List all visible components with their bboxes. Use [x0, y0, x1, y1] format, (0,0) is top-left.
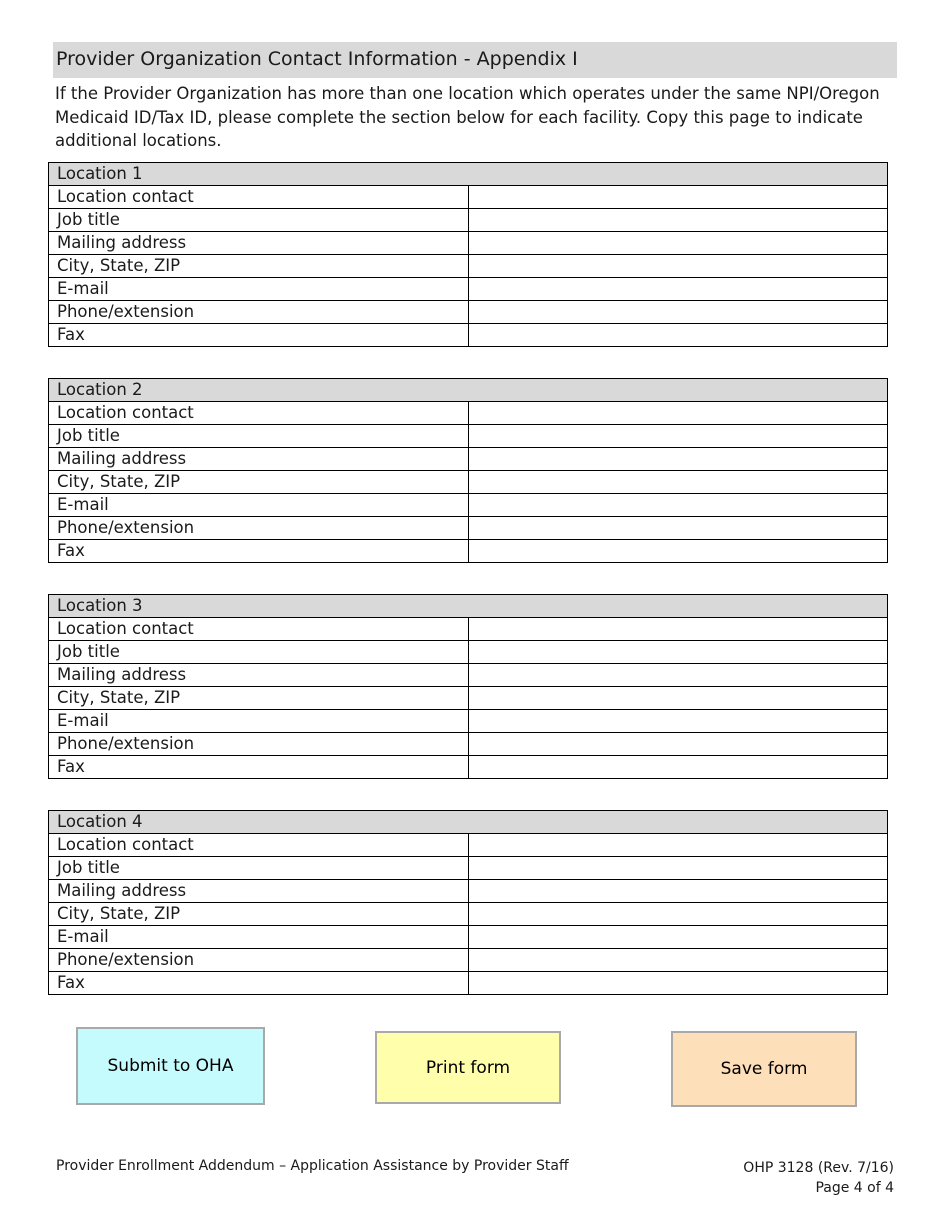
submit-to-oha-button[interactable]: Submit to OHA [76, 1027, 265, 1105]
mailing-address-field[interactable] [468, 664, 888, 687]
phone-field[interactable] [468, 949, 888, 972]
field-label-location-contact: Location contact [49, 834, 469, 857]
field-label-email: E-mail [49, 926, 469, 949]
field-label-job-title: Job title [49, 425, 469, 448]
email-field[interactable] [468, 278, 888, 301]
field-label-email: E-mail [49, 278, 469, 301]
location-table-1 [48, 162, 888, 347]
email-field[interactable] [468, 926, 888, 949]
field-label-mailing-address: Mailing address [49, 448, 469, 471]
field-label-location-contact: Location contact [49, 402, 469, 425]
mailing-address-field[interactable] [468, 880, 888, 903]
email-field[interactable] [468, 494, 888, 517]
location-table-2 [48, 378, 888, 563]
job-title-field[interactable] [468, 209, 888, 232]
field-label-phone: Phone/extension [49, 517, 469, 540]
field-label-location-contact: Location contact [49, 618, 469, 641]
field-label-city-state-zip: City, State, ZIP [49, 687, 469, 710]
phone-field[interactable] [468, 517, 888, 540]
job-title-field[interactable] [468, 425, 888, 448]
location-table-3 [48, 594, 888, 779]
field-label-fax: Fax [49, 540, 469, 563]
page-title: Provider Organization Contact Information - Appendix I [53, 42, 897, 78]
city-state-zip-field[interactable] [468, 903, 888, 926]
location-contact-field[interactable] [468, 834, 888, 857]
fax-field[interactable] [468, 540, 888, 563]
email-field[interactable] [468, 710, 888, 733]
fax-field[interactable] [468, 756, 888, 779]
field-label-phone: Phone/extension [49, 301, 469, 324]
field-label-email: E-mail [49, 494, 469, 517]
job-title-field[interactable] [468, 857, 888, 880]
location-heading: Location 3 [49, 595, 888, 618]
page-number: Page 4 of 4 [815, 1180, 894, 1196]
location-heading: Location 1 [49, 163, 888, 186]
field-label-city-state-zip: City, State, ZIP [49, 471, 469, 494]
location-heading: Location 2 [49, 379, 888, 402]
field-label-location-contact: Location contact [49, 186, 469, 209]
city-state-zip-field[interactable] [468, 687, 888, 710]
location-contact-field[interactable] [468, 186, 888, 209]
mailing-address-field[interactable] [468, 448, 888, 471]
field-label-phone: Phone/extension [49, 949, 469, 972]
save-form-button[interactable]: Save form [671, 1031, 857, 1107]
location-heading: Location 4 [49, 811, 888, 834]
fax-field[interactable] [468, 972, 888, 995]
field-label-city-state-zip: City, State, ZIP [49, 903, 469, 926]
field-label-fax: Fax [49, 972, 469, 995]
print-form-button[interactable]: Print form [375, 1031, 561, 1104]
field-label-fax: Fax [49, 324, 469, 347]
phone-field[interactable] [468, 733, 888, 756]
field-label-phone: Phone/extension [49, 733, 469, 756]
field-label-mailing-address: Mailing address [49, 232, 469, 255]
location-contact-field[interactable] [468, 618, 888, 641]
field-label-job-title: Job title [49, 641, 469, 664]
field-label-job-title: Job title [49, 209, 469, 232]
field-label-city-state-zip: City, State, ZIP [49, 255, 469, 278]
mailing-address-field[interactable] [468, 232, 888, 255]
location-contact-field[interactable] [468, 402, 888, 425]
field-label-job-title: Job title [49, 857, 469, 880]
footer-title: Provider Enrollment Addendum – Application Assistance by Provider Staff [56, 1158, 569, 1174]
location-table-4 [48, 810, 888, 995]
field-label-mailing-address: Mailing address [49, 880, 469, 903]
phone-field[interactable] [468, 301, 888, 324]
job-title-field[interactable] [468, 641, 888, 664]
form-number: OHP 3128 (Rev. 7/16) [743, 1160, 894, 1176]
field-label-fax: Fax [49, 756, 469, 779]
footer-info [743, 1158, 894, 1198]
intro-text: If the Provider Organization has more than one location which operates under the same NPI/Oregon Medicaid ID/Tax ID, please complete the section below for each facility. Copy this page to indicate additional locations. [55, 84, 880, 150]
fax-field[interactable] [468, 324, 888, 347]
city-state-zip-field[interactable] [468, 255, 888, 278]
city-state-zip-field[interactable] [468, 471, 888, 494]
field-label-email: E-mail [49, 710, 469, 733]
field-label-mailing-address: Mailing address [49, 664, 469, 687]
